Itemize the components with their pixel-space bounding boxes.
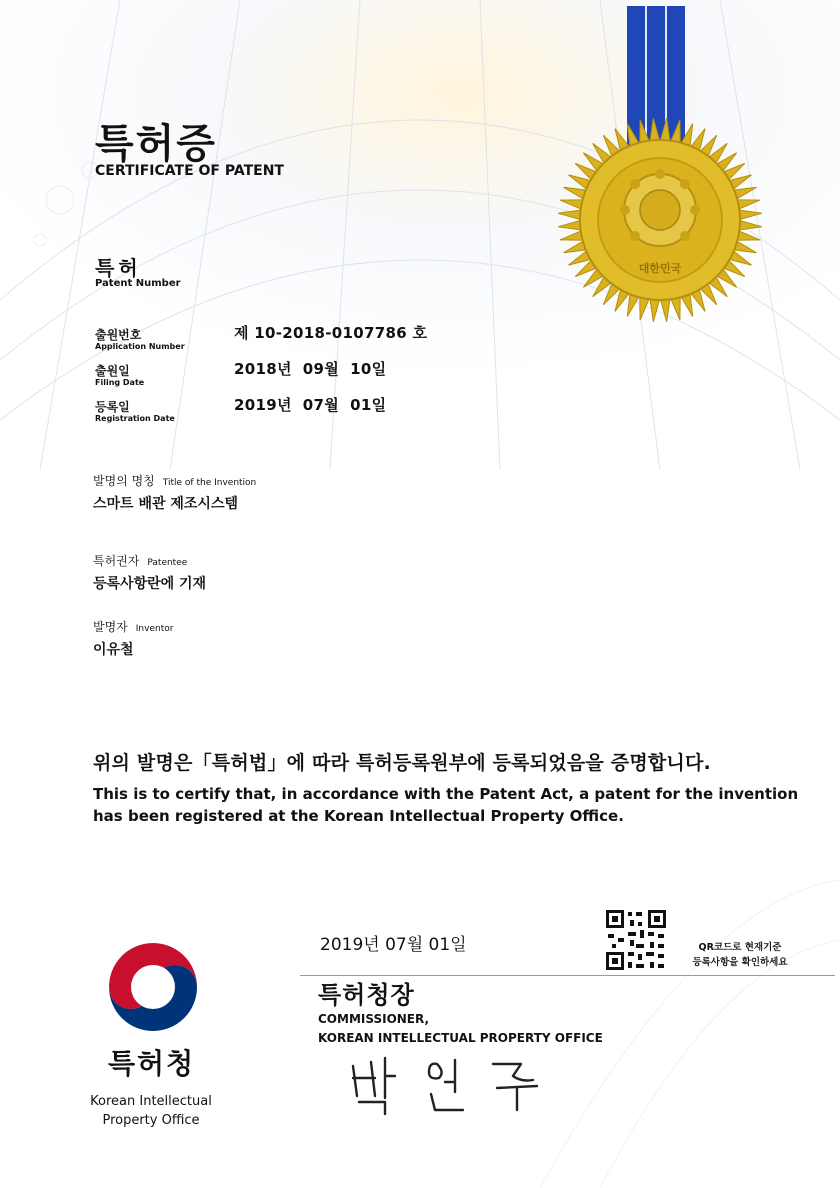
office-name-en-line2: Property Office [102, 1113, 200, 1128]
svg-text:대한민국: 대한민국 [638, 262, 682, 275]
filing-date-value: 2018년 09월 10일 [234, 360, 387, 378]
issue-date: 2019년 07월 01일 [320, 935, 467, 955]
invention-title-value: 스마트 배관 제조시스템 [93, 496, 238, 512]
patentee-label-en: Patentee [147, 558, 188, 568]
invention-title-label [93, 472, 256, 489]
commissioner-signature [345, 1048, 555, 1118]
application-number-label-en: Application Number [95, 342, 185, 351]
qr-instruction [676, 940, 804, 970]
qr-code[interactable] [604, 908, 668, 972]
filing-date-label-en: Filing Date [95, 378, 145, 387]
registration-date-value: 2019년 07월 01일 [234, 396, 387, 414]
gold-seal [555, 0, 765, 330]
patent-label: 특허 [95, 256, 142, 280]
commissioner-title-en-line1: COMMISSIONER, [318, 1012, 430, 1026]
patentee-label-ko: 특허권자 [93, 554, 140, 568]
kipo-logo-icon [103, 935, 203, 1035]
certificate-title-en: CERTIFICATE OF PATENT [95, 163, 284, 179]
invention-title-label-en: Title of the Invention [162, 478, 257, 488]
commissioner-title-en [318, 1010, 603, 1048]
commissioner-title: 특허청장 [318, 981, 415, 1009]
office-name-en [76, 1092, 226, 1130]
inventor-label-en: Inventor [135, 624, 174, 634]
patentee-label [93, 552, 187, 569]
qr-instruction-line2: 등록사항을 확인하세요 [692, 957, 788, 968]
registration-date-label: 등록일 [95, 400, 130, 414]
certification-statement-en: This is to certify that, in accordance with the Patent Act, a patent for the invention has been registered at the Korean Intellectual Property Office. [93, 785, 799, 825]
commissioner-title-en-line2: KOREAN INTELLECTUAL PROPERTY OFFICE [318, 1031, 603, 1045]
inventor-value: 이유철 [93, 642, 134, 658]
certificate-title: 특허증 [95, 121, 217, 167]
patent-number-label: Patent Number [95, 278, 181, 289]
inventor-label [93, 618, 173, 635]
blue-ribbon [627, 6, 685, 146]
patentee-value: 등록사항란에 기재 [93, 576, 207, 592]
certification-statement-ko: 위의 발명은「특허법」에 따라 특허등록원부에 등록되었음을 증명합니다. [93, 752, 711, 774]
qr-instruction-line1: QR코드로 현재기준 [698, 942, 782, 953]
application-number-label: 출원번호 [95, 328, 142, 342]
office-name-ko: 특허청 [108, 1047, 196, 1080]
inventor-label-ko: 발명자 [93, 620, 128, 634]
invention-title-label-ko: 발명의 명칭 [93, 474, 155, 488]
registration-date-label-en: Registration Date [95, 414, 175, 423]
application-number-value: 제 10-2018-0107786 호 [234, 324, 428, 342]
filing-date-label: 출원일 [95, 364, 130, 378]
office-name-en-line1: Korean Intellectual [90, 1094, 212, 1109]
